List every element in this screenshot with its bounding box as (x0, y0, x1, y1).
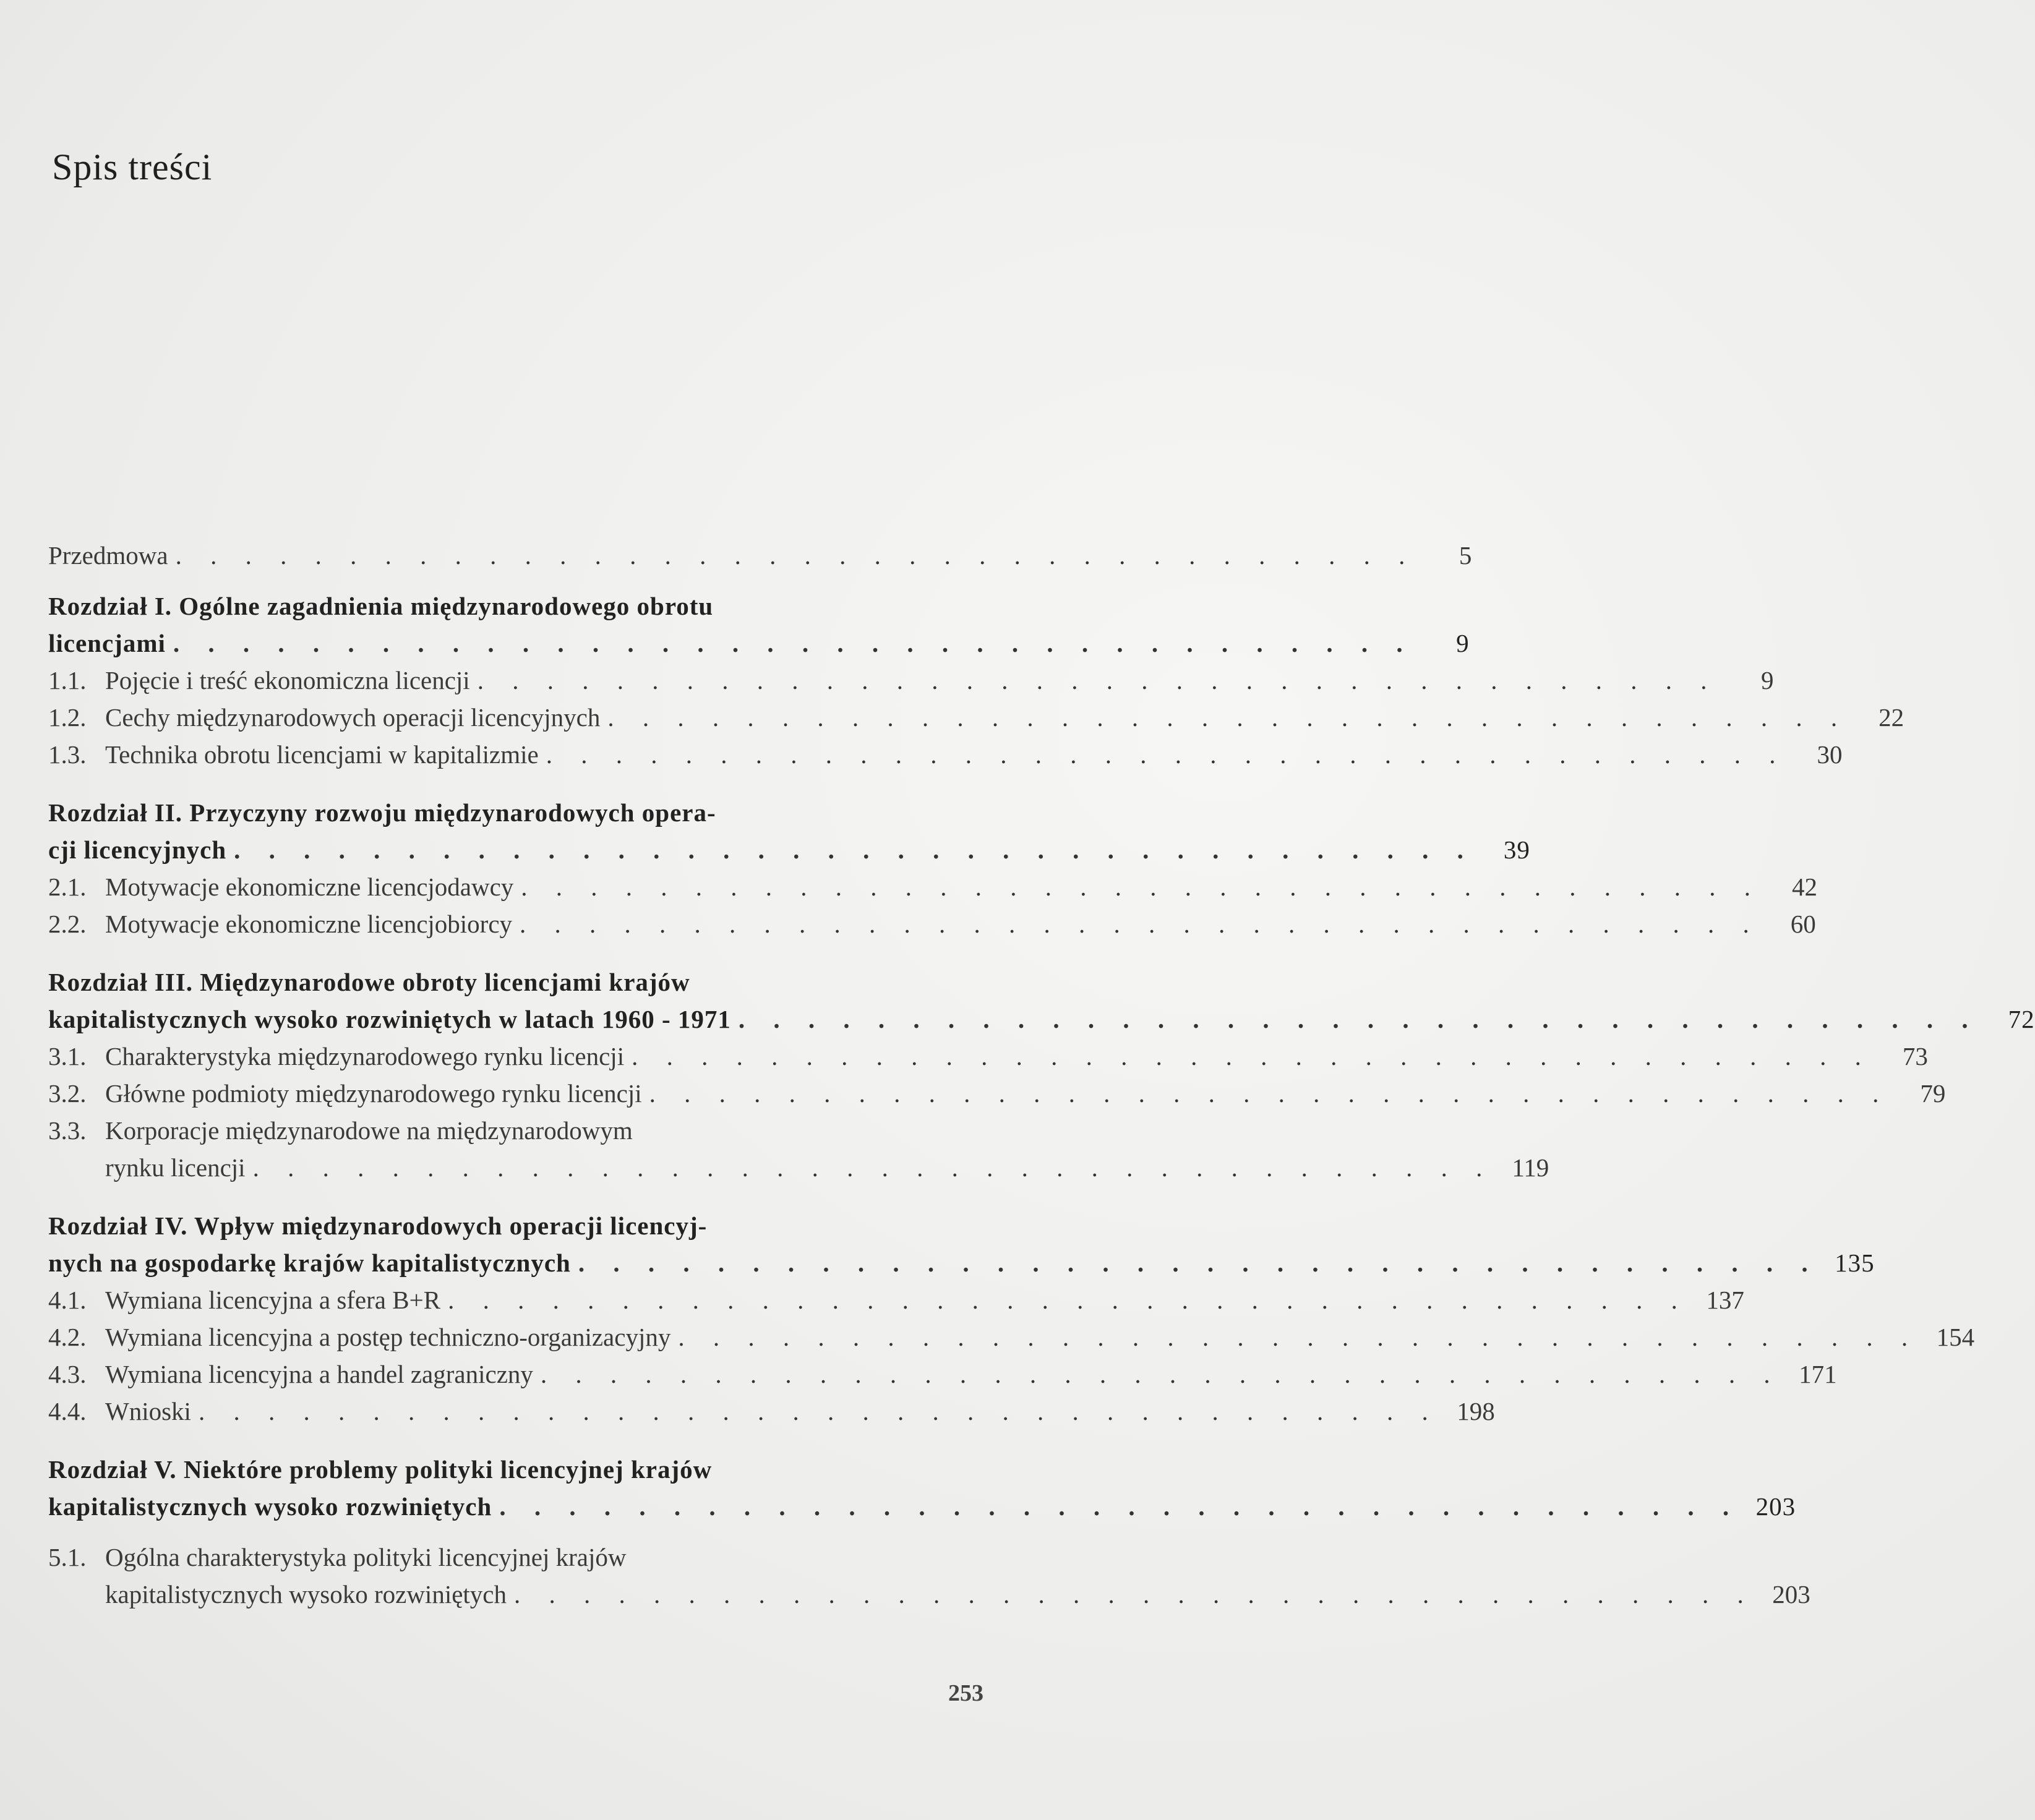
toc-chapter-title: Rozdział I. Ogólne zagadnienia międzynarodowego obrotu (48, 592, 714, 620)
dot-leader: . . . . . . . . . . . . . . . . . . . . . . . . . . . . . . . . . . . . (198, 1397, 1439, 1425)
dot-leader: . . . . . . . . . . . . . . . . . . . . . . . . . . . . . . . . . . . . (578, 1249, 1819, 1277)
section-label: Motywacje ekonomiczne licencjobiorcy (105, 910, 513, 938)
dot-leader: . . . . . . . . . . . . . . . . . . . . . . . . . . . . . . . . . . . . (173, 629, 1414, 657)
section-number: 2.2. (48, 910, 87, 938)
section-number: 4.3. (48, 1360, 87, 1388)
section-label: rynku licencji (105, 1153, 246, 1182)
dot-leader: . . . . . . . . . . . . . . . . . . . . . . . . . . . . . . . . . . . . (175, 541, 1416, 570)
toc-section-4-1[interactable] (48, 1281, 1744, 1318)
toc-chapter-4-line2[interactable] (48, 1244, 1875, 1281)
section-number: 4.4. (48, 1397, 87, 1425)
toc-entry-page: 72 (2008, 1005, 2035, 1033)
toc-section-3-1[interactable] (48, 1038, 1928, 1075)
toc-section-3-3-line2[interactable] (48, 1149, 1549, 1186)
page-title: Spis treści (52, 147, 213, 187)
dot-leader: . . . . . . . . . . . . . . . . . . . . . . . . . . . . . . . . . . . . (477, 666, 1718, 694)
section-label: Technika obrotu licencjami w kapitalizmie (105, 740, 539, 769)
toc-section-4-4[interactable] (48, 1393, 1495, 1430)
toc-entry-page: 9 (1760, 666, 1774, 694)
toc-section-2-1[interactable] (48, 868, 1818, 905)
toc-chapter-4-line1[interactable] (48, 1207, 982, 1244)
section-number: 3.3. (48, 1116, 87, 1145)
toc-chapter-title: cji licencyjnych (48, 835, 227, 864)
dot-leader: . . . . . . . . . . . . . . . . . . . . . . . . . . . . . . . . . . . . (649, 1079, 1890, 1108)
dot-leader: . . . . . . . . . . . . . . . . . . . . . . . . . . . . . . . . . . . . (252, 1153, 1494, 1182)
dot-leader: . . . . . . . . . . . . . . . . . . . . . . . . . . . . . . . . . . . . (514, 1580, 1755, 1609)
toc-entry-page: 79 (1920, 1079, 1946, 1108)
section-number: 3.2. (48, 1079, 87, 1108)
section-label: kapitalistycznych wysoko rozwiniętych (105, 1580, 507, 1609)
section-label: Wymiana licencyjna a postęp techniczno-organizacyjny (105, 1323, 671, 1351)
toc-entry-label: Przedmowa (48, 541, 168, 570)
toc-entry-page: 135 (1835, 1249, 1875, 1277)
section-number: 2.1. (48, 873, 87, 901)
section-number: 1.1. (48, 666, 87, 694)
toc-section-1-2[interactable] (48, 699, 1904, 736)
toc-section-1-3[interactable] (48, 736, 1843, 773)
section-number: 5.1. (48, 1543, 87, 1571)
toc-entry-page: 5 (1459, 541, 1472, 570)
dot-leader: . . . . . . . . . . . . . . . . . . . . . . . . . . . . . . . . . . . . (234, 835, 1475, 864)
section-number: 4.1. (48, 1286, 87, 1314)
toc-chapter-title: Rozdział V. Niektóre problemy polityki licencyjnej krajów (48, 1455, 713, 1484)
toc-chapter-1-line1[interactable] (48, 587, 982, 625)
section-label: Korporacje międzynarodowe na międzynarodowym (105, 1116, 633, 1145)
section-label: Cechy międzynarodowych operacji licencyjnych (105, 703, 601, 732)
section-number: 3.1. (48, 1042, 87, 1070)
toc-chapter-title: nych na gospodarkę krajów kapitalistycznych (48, 1249, 571, 1277)
toc-entry-page: 137 (1706, 1286, 1744, 1314)
toc-entry-page: 154 (1936, 1323, 1975, 1351)
section-label: Motywacje ekonomiczne licencjodawcy (105, 873, 514, 901)
section-label: Pojęcie i treść ekonomiczna licencji (105, 666, 470, 694)
toc-chapter-2-line1[interactable] (48, 794, 982, 831)
section-label: Główne podmioty międzynarodowego rynku licencji (105, 1079, 642, 1108)
toc-section-4-3[interactable] (48, 1356, 1837, 1393)
toc-chapter-2-line2[interactable] (48, 831, 1530, 868)
toc-entry-page: 119 (1512, 1153, 1549, 1182)
toc-chapter-title: Rozdział IV. Wpływ międzynarodowych operacji licencyj- (48, 1211, 708, 1240)
toc-entry-page: 30 (1817, 740, 1843, 769)
toc-chapter-title: licencjami (48, 629, 166, 657)
toc-section-1-1[interactable] (48, 662, 1774, 699)
toc-entry-page: 9 (1456, 629, 1470, 657)
dot-leader: . . . . . . . . . . . . . . . . . . . . . . . . . . . . . . . . . . . . (521, 873, 1762, 901)
toc-entry-page: 203 (1772, 1580, 1810, 1609)
toc-section-5-1-line2[interactable] (48, 1576, 1810, 1613)
section-number: 4.2. (48, 1323, 87, 1351)
section-label: Wymiana licencyjna a handel zagraniczny (105, 1360, 533, 1388)
toc-entry-page: 60 (1790, 910, 1816, 938)
page-number: 253 (948, 1680, 983, 1706)
toc-entry-przedmowa[interactable] (48, 537, 1472, 574)
section-label: Ogólna charakterystyka polityki licencyjnej krajów (105, 1543, 627, 1571)
toc-chapter-3-line2[interactable] (48, 1001, 2035, 1038)
toc-section-3-3-line1[interactable] (48, 1112, 982, 1149)
toc-chapter-title: Rozdział II. Przyczyny rozwoju międzynarodowych opera- (48, 798, 716, 827)
dot-leader: . . . . . . . . . . . . . . . . . . . . . . . . . . . . . . . . . . . . (607, 703, 1849, 732)
toc-chapter-title: kapitalistycznych wysoko rozwiniętych w latach 1960 - 1971 (48, 1005, 731, 1033)
dot-leader: . . . . . . . . . . . . . . . . . . . . . . . . . . . . . . . . . . . . (499, 1492, 1741, 1521)
toc-entry-page: 198 (1457, 1397, 1495, 1425)
toc-entry-page: 42 (1792, 873, 1818, 901)
toc-section-5-1-line1[interactable] (48, 1539, 982, 1576)
dot-leader: . . . . . . . . . . . . . . . . . . . . . . . . . . . . . . . . . . . . (520, 910, 1760, 938)
toc-section-4-2[interactable] (48, 1318, 1975, 1356)
toc-entry-page: 39 (1503, 835, 1530, 864)
dot-leader: . . . . . . . . . . . . . . . . . . . . . . . . . . . . . . . . . . . . (448, 1286, 1689, 1314)
dot-leader: . . . . . . . . . . . . . . . . . . . . . . . . . . . . . . . . . . . . (540, 1360, 1781, 1388)
toc-entry-page: 22 (1879, 703, 1904, 732)
section-label: Wnioski (105, 1397, 191, 1425)
table-of-contents (48, 537, 2035, 1613)
toc-section-3-2[interactable] (48, 1075, 1946, 1112)
toc-chapter-1-line2[interactable] (48, 625, 1470, 662)
dot-leader: . . . . . . . . . . . . . . . . . . . . . . . . . . . . . . . . . . . . (738, 1005, 1979, 1033)
dot-leader: . . . . . . . . . . . . . . . . . . . . . . . . . . . . . . . . . . . . (632, 1042, 1872, 1070)
toc-chapter-title: Rozdział III. Międzynarodowe obroty licencjami krajów (48, 968, 690, 996)
toc-chapter-5-line2[interactable] (48, 1488, 1796, 1525)
section-label: Wymiana licencyjna a sfera B+R (105, 1286, 441, 1314)
toc-entry-page: 73 (1902, 1042, 1928, 1070)
dot-leader: . . . . . . . . . . . . . . . . . . . . . . . . . . . . . . . . . . . . (678, 1323, 1919, 1351)
toc-entry-page: 203 (1755, 1492, 1796, 1521)
dot-leader: . . . . . . . . . . . . . . . . . . . . . . . . . . . . . . . . . . . . (546, 740, 1787, 769)
section-number: 1.2. (48, 703, 87, 732)
toc-chapter-title: kapitalistycznych wysoko rozwiniętych (48, 1492, 492, 1521)
toc-section-2-2[interactable] (48, 905, 1816, 942)
section-label: Charakterystyka międzynarodowego rynku licencji (105, 1042, 625, 1070)
toc-chapter-3-line1[interactable] (48, 963, 982, 1001)
toc-chapter-5-line1[interactable] (48, 1451, 982, 1488)
section-number: 1.3. (48, 740, 87, 769)
toc-entry-page: 171 (1799, 1360, 1837, 1388)
